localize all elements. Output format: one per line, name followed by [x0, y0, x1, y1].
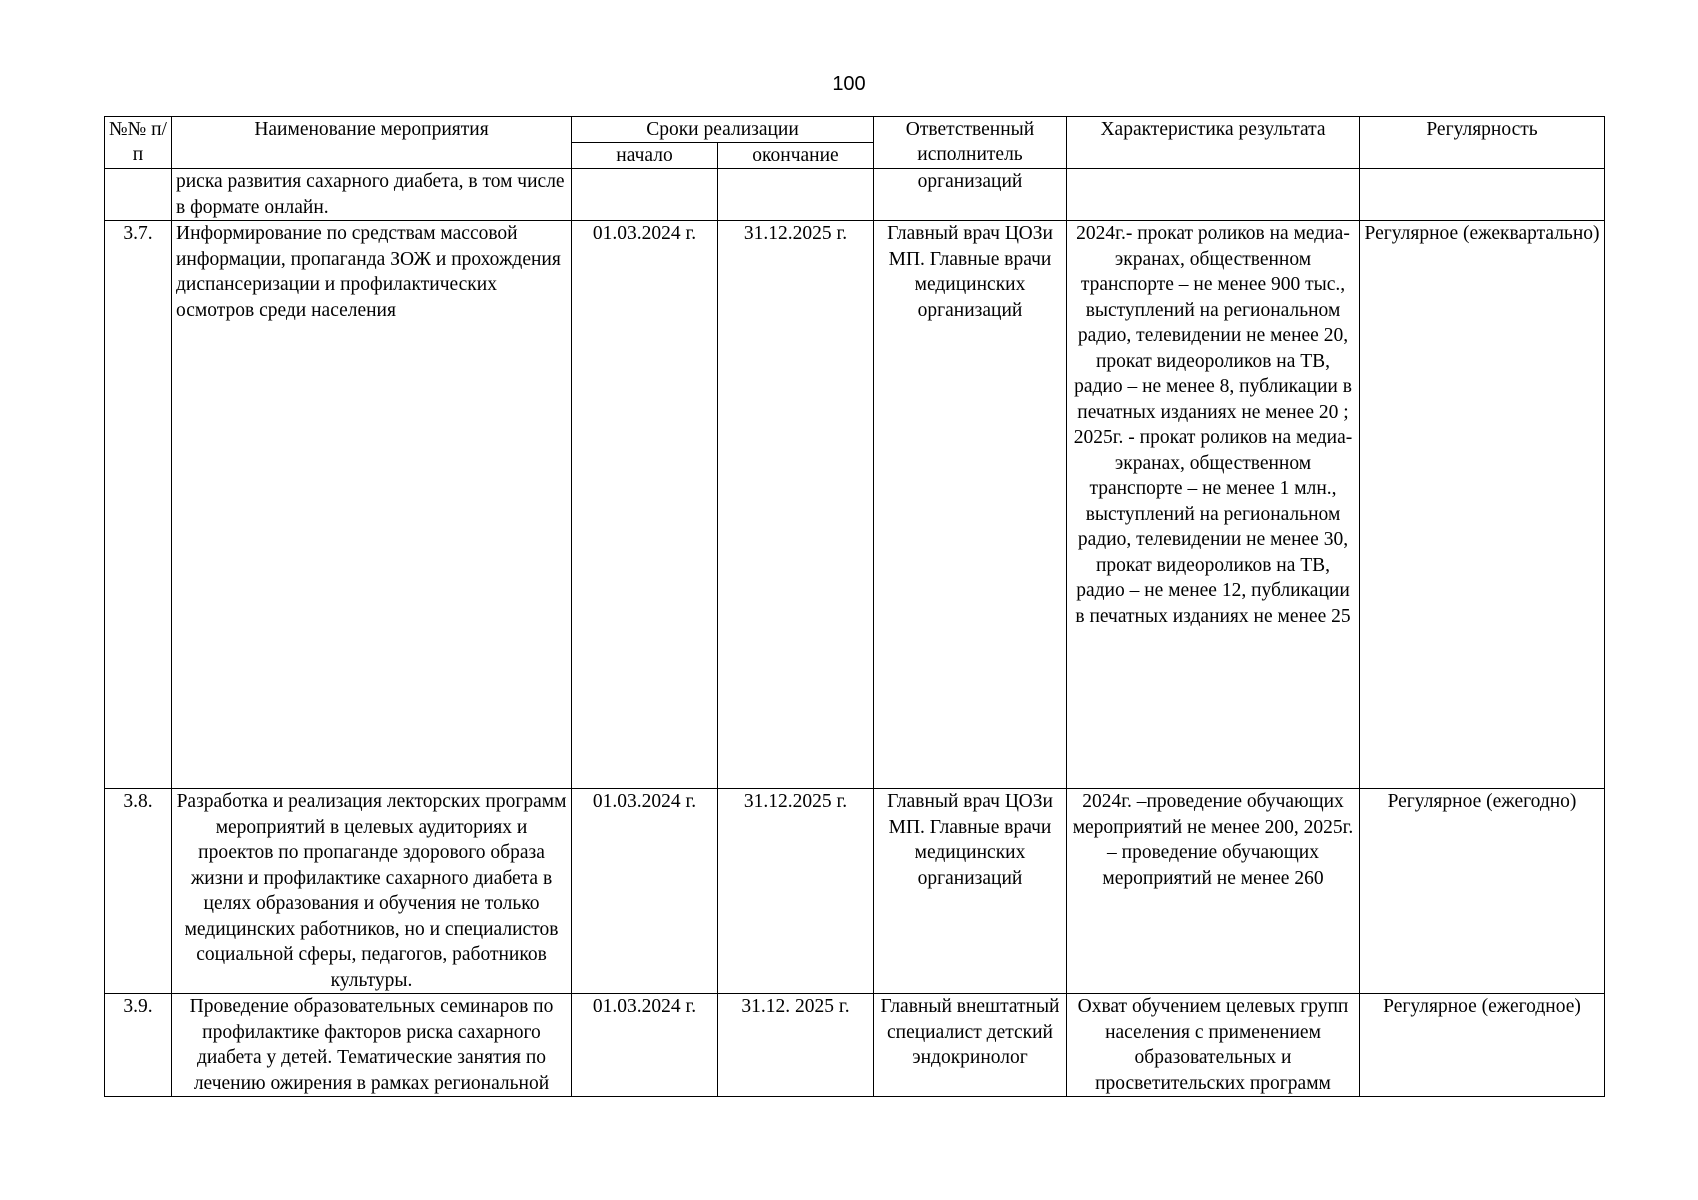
row-regularity: Регулярное (ежегодное): [1360, 994, 1605, 1097]
row-start: 01.03.2024 г.: [572, 221, 718, 789]
header-name: Наименование мероприятия: [172, 117, 572, 169]
row-name: Проведение образовательных семинаров по профилактике факторов риска сахарного диабета у детей. Тематические занятия по лечению ожирения в рамках региональной: [172, 994, 572, 1097]
row-regularity: Регулярное (ежегодно): [1360, 789, 1605, 994]
table-row: [105, 221, 1605, 789]
row-num: [105, 169, 172, 221]
header-start: начало: [572, 143, 718, 169]
table-row: [105, 169, 1605, 221]
row-end: 31.12.2025 г.: [718, 221, 874, 789]
row-start: [572, 169, 718, 221]
row-responsible: Главный врач ЦОЗи МП. Главные врачи медицинских организаций: [874, 221, 1067, 789]
row-result: [1067, 169, 1360, 221]
row-responsible: Главный внештатный специалист детский эндокринолог: [874, 994, 1067, 1097]
row-responsible: организаций: [874, 169, 1067, 221]
row-result: 2024г. –проведение обучающих мероприятий не менее 200, 2025г. – проведение обучающих мероприятий не менее 260: [1067, 789, 1360, 994]
row-regularity: Регулярное (ежеквартально): [1360, 221, 1605, 789]
header-period: Сроки реализации: [572, 117, 874, 143]
row-result: Охват обучением целевых групп населения с применением образовательных и просветительских программ: [1067, 994, 1360, 1097]
row-end: 31.12. 2025 г.: [718, 994, 874, 1097]
header-responsible: Ответственный исполнитель: [874, 117, 1067, 169]
row-result: 2024г.- прокат роликов на медиа-экранах, общественном транспорте – не менее 900 тыс., выступлений на региональном радио, телевидении не менее 20, прокат видеороликов на ТВ, радио – не менее 8, публикации в печатных изданиях не менее 20 ; 2025г. - прокат роликов на медиа-экранах, общественном транспорте – не менее 1 млн., выступлений на региональном радио, телевидении не менее 30, прокат видеороликов на ТВ, радио – не менее 12, публикации в печатных изданиях не менее 25: [1067, 221, 1360, 789]
table-row: [105, 994, 1605, 1097]
header-regularity: Регулярность: [1360, 117, 1605, 169]
header-result: Характеристика результата: [1067, 117, 1360, 169]
row-name: Разработка и реализация лекторских программ мероприятий в целевых аудиториях и проектов по пропаганде здорового образа жизни и профилактике сахарного диабета в целях образования и обучения не только медицинских работников, но и специалистов социальной сферы, педагогов, работников культуры.: [172, 789, 572, 994]
row-start: 01.03.2024 г.: [572, 789, 718, 994]
row-num: 3.8.: [105, 789, 172, 994]
activities-table: [104, 116, 1605, 1097]
table-row: [105, 789, 1605, 994]
row-num: 3.9.: [105, 994, 172, 1097]
row-end: 31.12.2025 г.: [718, 789, 874, 994]
row-regularity: [1360, 169, 1605, 221]
page-number: 100: [832, 73, 866, 95]
row-end: [718, 169, 874, 221]
table-header: [105, 117, 1605, 169]
row-start: 01.03.2024 г.: [572, 994, 718, 1097]
row-name: риска развития сахарного диабета, в том числе в формате онлайн.: [172, 169, 572, 221]
row-name: Информирование по средствам массовой информации, пропаганда ЗОЖ и прохождения диспансеризации и профилактических осмотров среди населения: [172, 221, 572, 789]
header-end: окончание: [718, 143, 874, 169]
row-responsible: Главный врач ЦОЗи МП. Главные врачи медицинских организаций: [874, 789, 1067, 994]
row-num: 3.7.: [105, 221, 172, 789]
header-num: №№ п/п: [105, 117, 172, 169]
